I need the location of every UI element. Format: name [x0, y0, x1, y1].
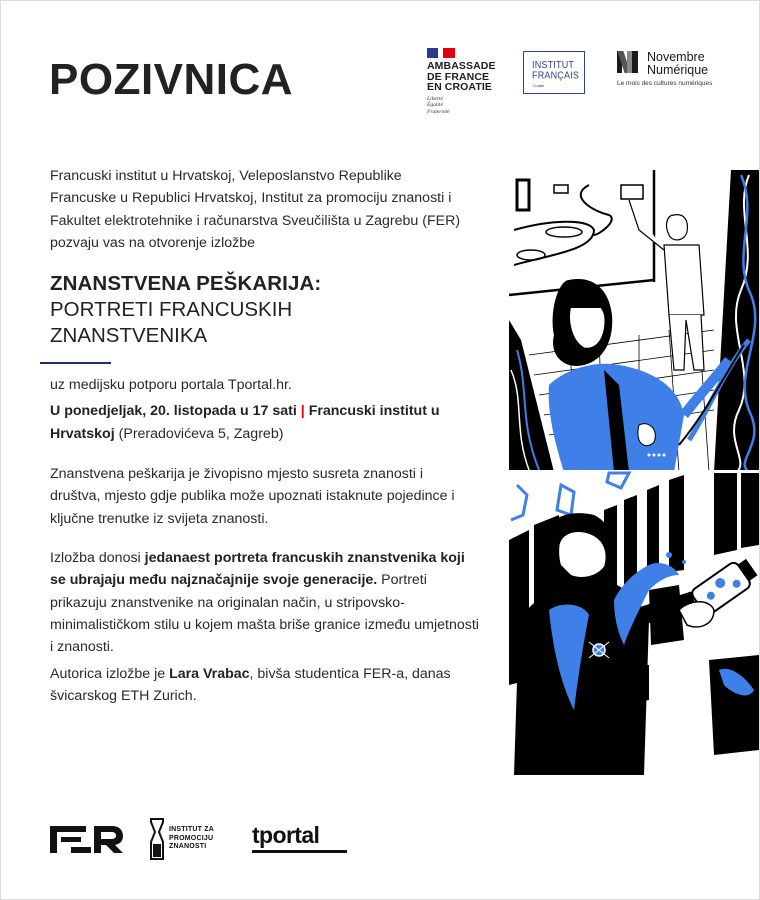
event-separator: | — [300, 403, 305, 419]
paragraph-text: Izložba donosi — [50, 550, 145, 566]
motto-line: Liberté — [427, 95, 443, 102]
institut-francais-wordmark — [532, 60, 579, 81]
nn-tagline: Le mois des cultures numériques — [617, 80, 713, 87]
illustration-art — [509, 170, 759, 775]
institut-francais-country: Croatie — [533, 84, 545, 88]
intro-paragraph: Francuski institut u Hrvatskoj, Veleposlanstvo Republike Francuske u Republici Hrvatskoj, Institut za promociju znanosti i Fakultet elektrotehnike i računarstva Sveučilišta u Zagrebu (FER) pozvaju vas na otvorenje izložbe — [50, 168, 461, 251]
media-support-note: uz medijsku potporu portala Tportal.hr. — [50, 377, 292, 393]
institut-francais-logo — [523, 51, 585, 94]
embassy-name-line-3: EN CROATIE — [427, 81, 492, 93]
tportal-logo — [252, 822, 347, 856]
paragraph-highlight: jedanaest portreta francuskih znanstvenika koji se ubrajaju među najznačajnije svoje generacije. — [50, 550, 465, 589]
wordmark-line: INSTITUT — [532, 58, 575, 71]
wordmark-line: INSTITUT ZA — [169, 826, 214, 833]
page-title: POZIVNICA — [49, 55, 294, 104]
exhibition-illustration — [509, 170, 759, 775]
fer-wordmark-icon — [50, 826, 124, 853]
wordmark-line: FRANÇAIS — [532, 69, 580, 81]
fer-logo — [50, 826, 124, 853]
nn-wordmark — [647, 51, 708, 76]
hourglass-icon — [150, 818, 164, 860]
event-date-time: U ponedjeljak, 20. listopada u 17 sati — [50, 403, 297, 419]
paragraph-text: Portreti prikazuju znanstvenike na originalan način, u stripovsko-minimalističkom stilu u kojem mašta briše granice između umjetnosti i znanosti. — [50, 572, 479, 656]
motto-line: Égalité — [427, 102, 443, 108]
bottom-panel-bearded-scientist — [509, 473, 759, 775]
description-paragraph-1: Znanstvena peškarija je živopisno mjesto susreta znanosti i društva, mjesto gdje publika može upoznati istaknute pojedince i ključne trenutke iz svijeta znanosti. — [50, 466, 455, 527]
exhibition-title-line-1: ZNANSTVENA PEŠKARIJA: — [50, 272, 322, 295]
event-venue: Francuski institut u Hrvatskoj — [50, 403, 440, 442]
wordmark-line: Numérique — [647, 62, 709, 77]
wordmark-line: PROMOCIJU — [169, 834, 214, 842]
embassy-motto — [427, 96, 507, 116]
author-paragraph — [50, 663, 480, 708]
exhibition-title-line-2: PORTRETI FRANCUSKIH — [50, 298, 293, 321]
wordmark-line: ZNANOSTI — [169, 843, 207, 850]
title-divider — [40, 362, 111, 364]
paragraph-text: , bivša studentica FER-a, danas švicarskog ETH Zurich. — [50, 666, 451, 705]
institut-za-promociju-znanosti-logo — [150, 818, 230, 860]
exhibition-title — [50, 271, 321, 349]
top-panel-woman-scientist — [509, 170, 759, 472]
marianne-flag-icon — [427, 48, 455, 58]
nn-monogram-icon — [617, 51, 641, 73]
izp-wordmark — [169, 826, 214, 852]
motto-line: Fraternité — [427, 108, 450, 115]
embassy-of-france-logo — [427, 48, 507, 115]
event-address: (Preradovićeva 5, Zagreb) — [118, 425, 284, 442]
exhibition-title-line-3: ZNANSTVENIKA — [50, 324, 208, 347]
embassy-name-line-1: AMBASSADE — [427, 60, 496, 72]
embassy-name-line-2: DE FRANCE — [427, 70, 490, 83]
tportal-wordmark: tportal — [252, 822, 320, 848]
wordmark-line: Novembre — [647, 50, 705, 64]
description-paragraph-2 — [50, 547, 480, 658]
tportal-underline — [252, 850, 347, 853]
paragraph-text: Autorica izložbe je — [50, 666, 170, 682]
author-name: Lara Vrabac — [169, 666, 250, 682]
event-details — [50, 400, 470, 445]
